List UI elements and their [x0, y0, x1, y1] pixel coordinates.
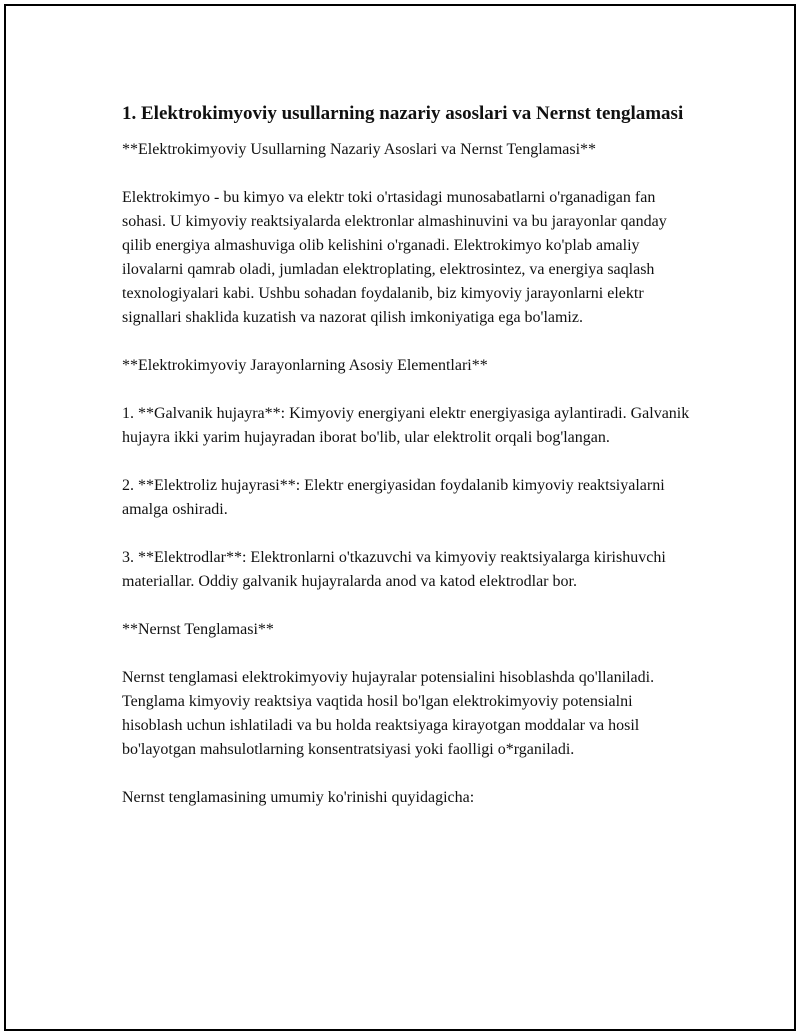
paragraph-intro: Elektrokimyo - bu kimyo va elektr toki o'rtasidagi munosabatlarni o'rganadigan fan sohasi. U kimyoviy reaktsiyalarda elektronlar almashinuvini va bu jarayonlar qanday qilib energiya almashuviga olib kelishini o'rganadi. Elektrokimyo ko'plab amaliy ilovalarni qamrab oladi, jumladan elektroplating, elektrosintez, va energiya saqlash texnologiyalari kabi. Ushbu sohadan foydalanib, biz kimyoviy jarayonlarni elektr signallari shaklida kuzatish va nazorat qilish imkoniyatiga ega bo'lamiz. [122, 189, 667, 326]
paragraph-heading-main: **Elektrokimyoviy Usullarning Nazariy Asoslari va Nernst Tenglamasi** [122, 141, 597, 158]
paragraph-heading-elements: **Elektrokimyoviy Jarayonlarning Asosiy Elementlari** [122, 357, 488, 374]
document-title: 1. Elektrokimyoviy usullarning nazariy asoslari va Nernst tenglamasi [122, 103, 684, 124]
list-item-galvanic-cell: 1. **Galvanik hujayra**: Kimyoviy energiyani elektr energiyasiga aylantiradi. Galvanik hujayra ikki yarim hujayradan iborat bo'lib, ular elektrolit orqali bog'langan. [122, 405, 690, 446]
paragraph-nernst-form: Nernst tenglamasining umumiy ko'rinishi quyidagicha: [122, 789, 475, 806]
page-frame [4, 4, 796, 1031]
document-body [122, 100, 694, 834]
paragraph-heading-nernst: **Nernst Tenglamasi** [122, 621, 274, 638]
list-item-electrolysis-cell: 2. **Elektroliz hujayrasi**: Elektr energiyasidan foydalanib kimyoviy reaktsiyalarni amalga oshiradi. [122, 477, 665, 518]
paragraph-nernst-description: Nernst tenglamasi elektrokimyoviy hujayralar potensialini hisoblashda qo'llaniladi. Tenglama kimyoviy reaktsiya vaqtida hosil bo'lgan elektrokimyoviy potensialni hisoblash uchun ishlatiladi va bu holda reaktsiyaga kirayotgan moddalar va hosil bo'layotgan mahsulotlarning konsentratsiyasi yoki faolligi o*rganiladi. [122, 669, 655, 758]
list-item-electrodes: 3. **Elektrodlar**: Elektronlarni o'tkazuvchi va kimyoviy reaktsiyalarga kirishuvchi materiallar. Oddiy galvanik hujayralarda anod va katod elektrodlar bor. [122, 549, 666, 590]
